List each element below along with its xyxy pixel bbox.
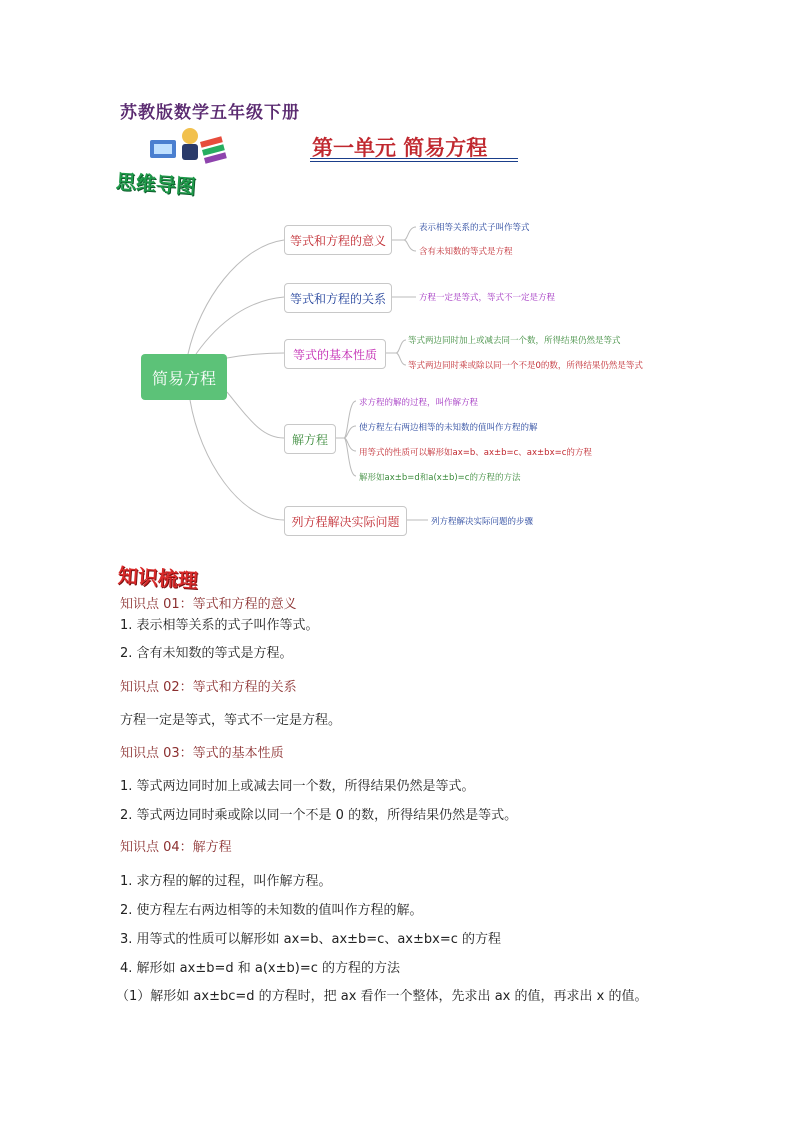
mindmap-root: 简易方程 <box>141 354 227 400</box>
kp1-title: 知识点 01：等式和方程的意义 <box>120 597 297 612</box>
kp4-line-1: 1. 求方程的解的过程，叫作解方程。 <box>120 874 332 889</box>
kp4-line-3: 3. 用等式的性质可以解形如 ax=b、ax±b=c、ax±bx=c 的方程 <box>120 932 501 947</box>
kp4-line-5: （1）解形如 ax±bc=d 的方程时，把 ax 看作一个整体，先求出 ax 的值，再求出 x 的值。 <box>116 989 648 1004</box>
leaf-solve-2: 使方程左右两边相等的未知数的值叫作方程的解 <box>359 423 538 433</box>
leaf-properties-1: 等式两边同时加上或减去同一个数，所得结果仍然是等式 <box>408 336 621 346</box>
kp3-line-2: 2. 等式两边同时乘或除以同一个不是 0 的数，所得结果仍然是等式。 <box>120 808 518 823</box>
branch-node-solve: 解方程 <box>284 424 336 454</box>
kp4-line-4: 4. 解形如 ax±b=d 和 a(x±b)=c 的方程的方法 <box>120 961 401 976</box>
kp3-line-1: 1. 等式两边同时加上或减去同一个数，所得结果仍然是等式。 <box>120 779 475 794</box>
kp1-line-1: 1. 表示相等关系的式子叫作等式。 <box>120 618 319 633</box>
unit-title: 第一单元 简易方程 <box>312 136 488 160</box>
leaf-relation-1: 方程一定是等式，等式不一定是方程 <box>419 293 556 303</box>
kp3-title: 知识点 03：等式的基本性质 <box>120 746 284 761</box>
kp2-title: 知识点 02：等式和方程的关系 <box>120 680 297 695</box>
leaf-word-problems-1: 列方程解决实际问题的步骤 <box>431 517 534 527</box>
kp4-line-2: 2. 使方程左右两边相等的未知数的值叫作方程的解。 <box>120 903 423 918</box>
leaf-solve-4: 解形如ax±b=d和a(x±b)=c的方程的方法 <box>359 473 521 483</box>
branch-node-properties: 等式的基本性质 <box>284 339 386 369</box>
leaf-solve-3: 用等式的性质可以解形如ax=b、ax±b=c、ax±bx=c的方程 <box>359 448 592 458</box>
mindmap-heading: 思维导图 <box>115 169 197 199</box>
leaf-solve-1: 求方程的解的过程，叫作解方程 <box>359 398 479 408</box>
book-title: 苏教版数学五年级下册 <box>120 103 300 123</box>
branch-node-meaning: 等式和方程的意义 <box>284 225 392 255</box>
knowledge-heading: 知识梳理 <box>117 563 199 593</box>
kp4-title: 知识点 04：解方程 <box>120 840 232 855</box>
branch-node-word-problems: 列方程解决实际问题 <box>284 506 407 536</box>
branch-node-relation: 等式和方程的关系 <box>284 283 392 313</box>
leaf-meaning-2: 含有未知数的等式是方程 <box>419 247 513 257</box>
leaf-meaning-1: 表示相等关系的式子叫作等式 <box>419 223 530 233</box>
leaf-properties-2: 等式两边同时乘或除以同一个不是0的数，所得结果仍然是等式 <box>408 361 643 371</box>
kp2-line-1: 方程一定是等式，等式不一定是方程。 <box>120 713 342 728</box>
kp1-line-2: 2. 含有未知数的等式是方程。 <box>120 646 293 661</box>
